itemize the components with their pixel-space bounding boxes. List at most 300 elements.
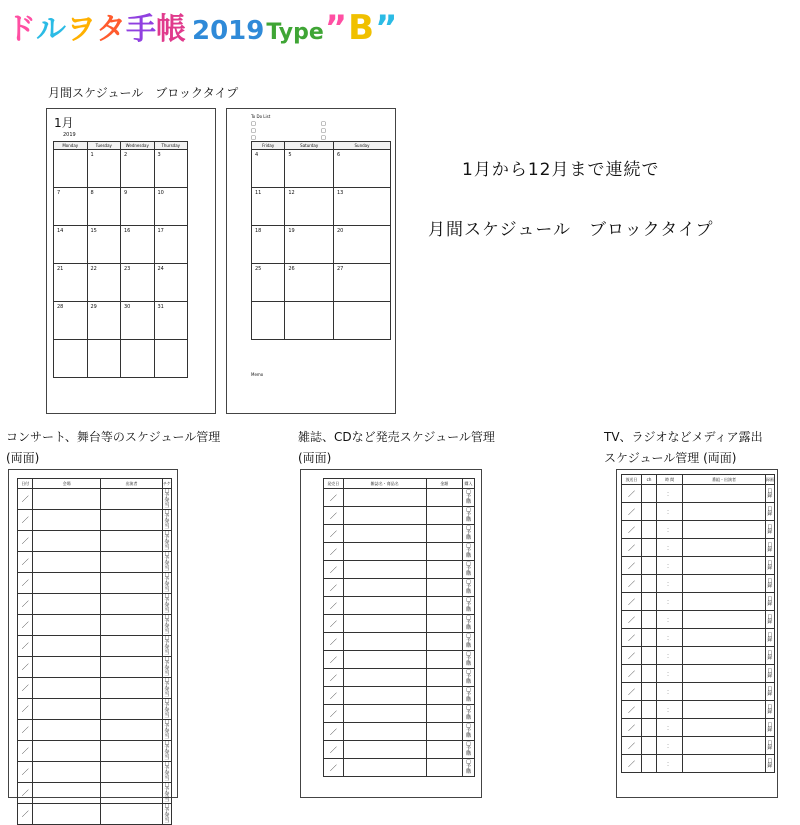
calendar-day-cell[interactable]: 18 [252, 226, 285, 264]
check-cell[interactable] [765, 647, 774, 665]
text-cell[interactable] [343, 579, 426, 597]
calendar-day-cell[interactable] [285, 302, 334, 340]
text-cell[interactable] [343, 597, 426, 615]
table-row [18, 615, 172, 636]
text-cell[interactable] [343, 669, 426, 687]
date-cell[interactable] [18, 489, 33, 510]
date-cell[interactable] [324, 669, 344, 687]
calendar-day-cell[interactable]: 6 [334, 150, 391, 188]
text-cell[interactable] [101, 510, 163, 531]
date-cell[interactable] [324, 759, 344, 777]
check-cell[interactable] [462, 687, 474, 705]
check-cell[interactable] [162, 783, 171, 804]
text-cell[interactable] [101, 741, 163, 762]
check-cell[interactable] [765, 503, 774, 521]
program-cell[interactable] [683, 719, 766, 737]
text-cell[interactable] [101, 489, 163, 510]
check-cell[interactable] [462, 705, 474, 723]
date-slash: ／ [21, 495, 29, 503]
check-cell[interactable] [162, 741, 171, 762]
text-cell[interactable] [33, 783, 101, 804]
date-cell[interactable] [622, 611, 642, 629]
text-cell[interactable] [343, 507, 426, 525]
check-cell[interactable] [162, 699, 171, 720]
date-cell[interactable] [324, 507, 344, 525]
date-slash: ／ [329, 493, 337, 502]
date-slash: ／ [329, 727, 337, 736]
text-cell[interactable] [33, 573, 101, 594]
calendar-day-cell[interactable]: 26 [285, 264, 334, 302]
calendar-day-cell[interactable]: 22 [87, 264, 121, 302]
text-cell[interactable] [101, 762, 163, 783]
date-slash: ／ [627, 615, 635, 624]
check-cell[interactable] [462, 615, 474, 633]
date-cell[interactable] [18, 741, 33, 762]
date-cell[interactable] [18, 531, 33, 552]
time-cell[interactable] [657, 557, 683, 575]
text-cell[interactable] [343, 741, 426, 759]
calendar-day-cell[interactable] [334, 302, 391, 340]
table-row [18, 720, 172, 741]
text-cell[interactable] [101, 783, 163, 804]
column-header: 発売日 [324, 479, 344, 489]
check-cell[interactable] [462, 525, 474, 543]
checkbox-icon: □ 予 発 当 [164, 719, 170, 740]
check-cell[interactable] [162, 531, 171, 552]
program-cell[interactable] [683, 485, 766, 503]
date-cell[interactable] [622, 521, 642, 539]
check-cell[interactable] [765, 575, 774, 593]
text-cell[interactable] [343, 687, 426, 705]
calendar-day-cell[interactable]: 4 [252, 150, 285, 188]
check-cell[interactable] [765, 593, 774, 611]
calendar-day-cell[interactable]: 16 [121, 226, 155, 264]
date-cell[interactable] [18, 573, 33, 594]
check-cell[interactable] [765, 611, 774, 629]
program-cell[interactable] [683, 593, 766, 611]
date-cell[interactable] [622, 701, 642, 719]
text-cell[interactable] [101, 720, 163, 741]
check-cell[interactable] [765, 557, 774, 575]
text-cell[interactable] [101, 699, 163, 720]
text-cell[interactable] [33, 741, 101, 762]
table-row [18, 510, 172, 531]
channel-cell[interactable] [641, 503, 656, 521]
table-row [18, 594, 172, 615]
calendar-day-cell[interactable] [121, 340, 155, 378]
text-cell[interactable] [343, 651, 426, 669]
program-cell[interactable] [683, 647, 766, 665]
table-row [622, 719, 775, 737]
calendar-page-right [226, 108, 396, 414]
channel-cell[interactable] [641, 575, 656, 593]
text-cell[interactable] [101, 573, 163, 594]
time-cell[interactable] [657, 611, 683, 629]
check-cell[interactable] [765, 755, 774, 773]
program-cell[interactable] [683, 701, 766, 719]
text-cell[interactable] [426, 615, 462, 633]
calendar-day-cell[interactable]: 11 [252, 188, 285, 226]
calendar-week-row [252, 302, 391, 340]
check-cell[interactable] [162, 678, 171, 699]
calendar-day-cell[interactable]: 25 [252, 264, 285, 302]
table-row [622, 593, 775, 611]
checkbox-icon: □ 予 購 [465, 705, 471, 721]
date-cell[interactable] [324, 651, 344, 669]
calendar-day-cell[interactable]: 23 [121, 264, 155, 302]
date-cell[interactable] [324, 579, 344, 597]
check-cell[interactable] [765, 485, 774, 503]
calendar-day-cell[interactable]: 15 [87, 226, 121, 264]
date-cell[interactable] [18, 552, 33, 573]
text-cell[interactable] [343, 543, 426, 561]
date-cell[interactable] [324, 543, 344, 561]
calendar-day-cell[interactable] [252, 302, 285, 340]
text-cell[interactable] [33, 615, 101, 636]
todo-checkbox: □ [321, 121, 326, 127]
checkbox-icon: □ 予 発 当 [164, 572, 170, 593]
check-cell[interactable] [765, 701, 774, 719]
check-cell[interactable] [462, 579, 474, 597]
date-cell[interactable] [18, 783, 33, 804]
calendar-day-cell[interactable]: 1 [87, 150, 121, 188]
date-cell[interactable] [18, 636, 33, 657]
date-cell[interactable] [622, 665, 642, 683]
check-cell[interactable] [162, 552, 171, 573]
calendar-day-cell[interactable]: 17 [154, 226, 188, 264]
date-cell[interactable] [622, 593, 642, 611]
table-row [324, 597, 475, 615]
date-cell[interactable] [18, 699, 33, 720]
table-row [622, 575, 775, 593]
date-cell[interactable] [324, 723, 344, 741]
check-cell[interactable] [765, 683, 774, 701]
checkbox-icon: □ 予 発 当 [164, 656, 170, 677]
table-row [622, 647, 775, 665]
time-cell[interactable] [657, 503, 683, 521]
check-cell[interactable] [162, 573, 171, 594]
date-slash: ／ [21, 579, 29, 587]
check-cell[interactable] [462, 543, 474, 561]
date-slash: ／ [21, 726, 29, 734]
channel-cell[interactable] [641, 647, 656, 665]
date-slash: ／ [627, 651, 635, 660]
text-cell[interactable] [426, 669, 462, 687]
calendar-day-cell[interactable]: 29 [87, 302, 121, 340]
calendar-day-cell[interactable] [154, 340, 188, 378]
time-cell[interactable] [657, 629, 683, 647]
calendar-day-cell[interactable]: 12 [285, 188, 334, 226]
check-cell[interactable] [765, 737, 774, 755]
calendar-day-cell[interactable]: 10 [154, 188, 188, 226]
channel-cell[interactable] [641, 701, 656, 719]
title-char: タ [96, 12, 126, 47]
checkbox-icon: □ 予 購 [465, 561, 471, 577]
program-cell[interactable] [683, 521, 766, 539]
text-cell[interactable] [343, 705, 426, 723]
date-cell[interactable] [324, 633, 344, 651]
page-title [6, 8, 398, 48]
date-cell[interactable] [622, 485, 642, 503]
text-cell[interactable] [343, 489, 426, 507]
check-cell[interactable] [462, 561, 474, 579]
channel-cell[interactable] [641, 485, 656, 503]
date-cell[interactable] [324, 705, 344, 723]
calendar-day-cell[interactable]: 19 [285, 226, 334, 264]
check-cell[interactable] [765, 539, 774, 557]
table-row [622, 683, 775, 701]
time-cell[interactable] [657, 521, 683, 539]
date-cell[interactable] [622, 539, 642, 557]
date-cell[interactable] [324, 615, 344, 633]
check-cell[interactable] [162, 657, 171, 678]
program-cell[interactable] [683, 629, 766, 647]
checkbox-icon: □ 録 [767, 757, 773, 769]
check-cell[interactable] [162, 636, 171, 657]
calendar-day-cell[interactable] [87, 340, 121, 378]
text-cell[interactable] [343, 633, 426, 651]
checkbox-icon: □ 録 [767, 739, 773, 751]
text-cell[interactable] [101, 678, 163, 699]
text-cell[interactable] [426, 723, 462, 741]
date-slash: ／ [627, 543, 635, 552]
time-cell[interactable] [657, 593, 683, 611]
time-cell[interactable] [657, 719, 683, 737]
channel-cell[interactable] [641, 593, 656, 611]
text-cell[interactable] [426, 633, 462, 651]
time-cell[interactable] [657, 485, 683, 503]
time-cell[interactable] [657, 683, 683, 701]
text-cell[interactable] [426, 759, 462, 777]
check-cell[interactable] [462, 741, 474, 759]
check-cell[interactable] [162, 510, 171, 531]
date-cell[interactable] [324, 489, 344, 507]
channel-cell[interactable] [641, 683, 656, 701]
check-cell[interactable] [462, 597, 474, 615]
date-cell[interactable] [622, 737, 642, 755]
date-cell[interactable] [622, 557, 642, 575]
date-cell[interactable] [622, 683, 642, 701]
table-row [18, 531, 172, 552]
calendar-day-cell[interactable]: 27 [334, 264, 391, 302]
check-cell[interactable] [765, 521, 774, 539]
channel-cell[interactable] [641, 629, 656, 647]
calendar-day-cell[interactable]: 21 [54, 264, 88, 302]
text-cell[interactable] [343, 525, 426, 543]
table-row [622, 665, 775, 683]
text-cell[interactable] [426, 651, 462, 669]
text-cell[interactable] [33, 699, 101, 720]
date-cell[interactable] [18, 678, 33, 699]
date-cell[interactable] [622, 503, 642, 521]
check-cell[interactable] [462, 669, 474, 687]
date-cell[interactable] [622, 575, 642, 593]
time-cell[interactable] [657, 665, 683, 683]
calendar-day-cell[interactable]: 9 [121, 188, 155, 226]
calendar-day-cell[interactable]: 28 [54, 302, 88, 340]
date-cell[interactable] [18, 804, 33, 825]
check-cell[interactable] [162, 720, 171, 741]
text-cell[interactable] [33, 531, 101, 552]
text-cell[interactable] [426, 543, 462, 561]
calendar-day-cell[interactable]: 7 [54, 188, 88, 226]
text-cell[interactable] [33, 552, 101, 573]
text-cell[interactable] [101, 594, 163, 615]
text-cell[interactable] [426, 525, 462, 543]
time-cell[interactable] [657, 575, 683, 593]
time-cell[interactable] [657, 701, 683, 719]
checkbox-icon: □ 予 購 [465, 633, 471, 649]
check-cell[interactable] [162, 594, 171, 615]
check-cell[interactable] [462, 759, 474, 777]
calendar-week-row [54, 150, 188, 188]
checkbox-icon: □ 予 発 当 [164, 698, 170, 719]
text-cell[interactable] [426, 705, 462, 723]
text-cell[interactable] [101, 657, 163, 678]
check-cell[interactable] [462, 723, 474, 741]
date-slash: ／ [627, 687, 635, 696]
text-cell[interactable] [33, 720, 101, 741]
check-cell[interactable] [462, 507, 474, 525]
check-cell[interactable] [765, 665, 774, 683]
calendar-day-cell[interactable]: 8 [87, 188, 121, 226]
text-cell[interactable] [343, 723, 426, 741]
calendar-day-cell[interactable]: 2 [121, 150, 155, 188]
date-cell[interactable] [324, 687, 344, 705]
calendar-day-cell[interactable]: 31 [154, 302, 188, 340]
date-cell[interactable] [18, 615, 33, 636]
text-cell[interactable] [426, 687, 462, 705]
program-cell[interactable] [683, 683, 766, 701]
program-cell[interactable] [683, 557, 766, 575]
date-cell[interactable] [324, 741, 344, 759]
check-cell[interactable] [765, 719, 774, 737]
text-cell[interactable] [101, 615, 163, 636]
program-cell[interactable] [683, 737, 766, 755]
check-cell[interactable] [765, 629, 774, 647]
date-slash: ／ [627, 597, 635, 606]
date-cell[interactable] [622, 755, 642, 773]
calendar-day-cell[interactable]: 20 [334, 226, 391, 264]
date-cell[interactable] [18, 657, 33, 678]
check-cell[interactable] [162, 804, 171, 825]
table-row [18, 573, 172, 594]
text-cell[interactable] [426, 507, 462, 525]
todo-checkbox: □ [251, 128, 256, 134]
channel-cell[interactable] [641, 611, 656, 629]
check-cell[interactable] [162, 489, 171, 510]
weekday-header: Saturday [285, 142, 334, 150]
date-cell[interactable] [18, 510, 33, 531]
text-cell[interactable] [33, 510, 101, 531]
text-cell[interactable] [33, 636, 101, 657]
calendar-day-cell[interactable] [54, 150, 88, 188]
text-cell[interactable] [426, 561, 462, 579]
program-cell[interactable] [683, 611, 766, 629]
todo-list-label: To Do List [251, 114, 271, 119]
calendar-day-cell[interactable]: 24 [154, 264, 188, 302]
date-cell[interactable] [324, 561, 344, 579]
calendar-day-cell[interactable] [54, 340, 88, 378]
program-cell[interactable] [683, 503, 766, 521]
text-cell[interactable] [101, 636, 163, 657]
text-cell[interactable] [33, 489, 101, 510]
date-slash: ／ [329, 619, 337, 628]
text-cell[interactable] [426, 579, 462, 597]
column-header: 番組・出演者 [683, 475, 766, 485]
channel-cell[interactable] [641, 665, 656, 683]
channel-cell[interactable] [641, 737, 656, 755]
column-header: 時 間 [657, 475, 683, 485]
date-cell[interactable] [622, 647, 642, 665]
date-cell[interactable] [18, 594, 33, 615]
channel-cell[interactable] [641, 719, 656, 737]
date-cell[interactable] [622, 719, 642, 737]
program-cell[interactable] [683, 575, 766, 593]
title-char: 手 [126, 12, 156, 47]
date-cell[interactable] [324, 525, 344, 543]
text-cell[interactable] [343, 615, 426, 633]
check-cell[interactable] [162, 615, 171, 636]
channel-cell[interactable] [641, 755, 656, 773]
table-row [18, 636, 172, 657]
table-row [324, 741, 475, 759]
channel-cell[interactable] [641, 539, 656, 557]
date-cell[interactable] [622, 629, 642, 647]
text-cell[interactable] [101, 804, 163, 825]
text-cell[interactable] [33, 762, 101, 783]
text-cell[interactable] [33, 657, 101, 678]
calendar-day-cell[interactable]: 14 [54, 226, 88, 264]
time-cell[interactable] [657, 737, 683, 755]
text-cell[interactable] [33, 594, 101, 615]
calendar-day-cell[interactable]: 5 [285, 150, 334, 188]
date-cell[interactable] [18, 762, 33, 783]
date-cell[interactable] [18, 720, 33, 741]
checkbox-icon: □ 予 発 当 [164, 761, 170, 782]
time-cell[interactable] [657, 755, 683, 773]
check-cell[interactable] [462, 489, 474, 507]
text-cell[interactable] [101, 552, 163, 573]
text-cell[interactable] [343, 561, 426, 579]
calendar-day-cell[interactable]: 30 [121, 302, 155, 340]
date-slash: ／ [329, 745, 337, 754]
calendar-day-cell[interactable]: 3 [154, 150, 188, 188]
text-cell[interactable] [343, 759, 426, 777]
checkbox-icon: □ 録 [767, 577, 773, 589]
text-cell[interactable] [426, 597, 462, 615]
checkbox-icon: □ 予 発 当 [164, 677, 170, 698]
text-cell[interactable] [426, 741, 462, 759]
program-cell[interactable] [683, 539, 766, 557]
text-cell[interactable] [101, 531, 163, 552]
time-cell[interactable] [657, 647, 683, 665]
text-cell[interactable] [426, 489, 462, 507]
check-cell[interactable] [462, 633, 474, 651]
text-cell[interactable] [33, 678, 101, 699]
date-cell[interactable] [324, 597, 344, 615]
text-cell[interactable] [33, 804, 101, 825]
program-cell[interactable] [683, 755, 766, 773]
time-cell[interactable] [657, 539, 683, 557]
program-cell[interactable] [683, 665, 766, 683]
channel-cell[interactable] [641, 521, 656, 539]
calendar-day-cell[interactable]: 13 [334, 188, 391, 226]
channel-cell[interactable] [641, 557, 656, 575]
check-cell[interactable] [162, 762, 171, 783]
check-cell[interactable] [462, 651, 474, 669]
date-slash: ／ [627, 669, 635, 678]
